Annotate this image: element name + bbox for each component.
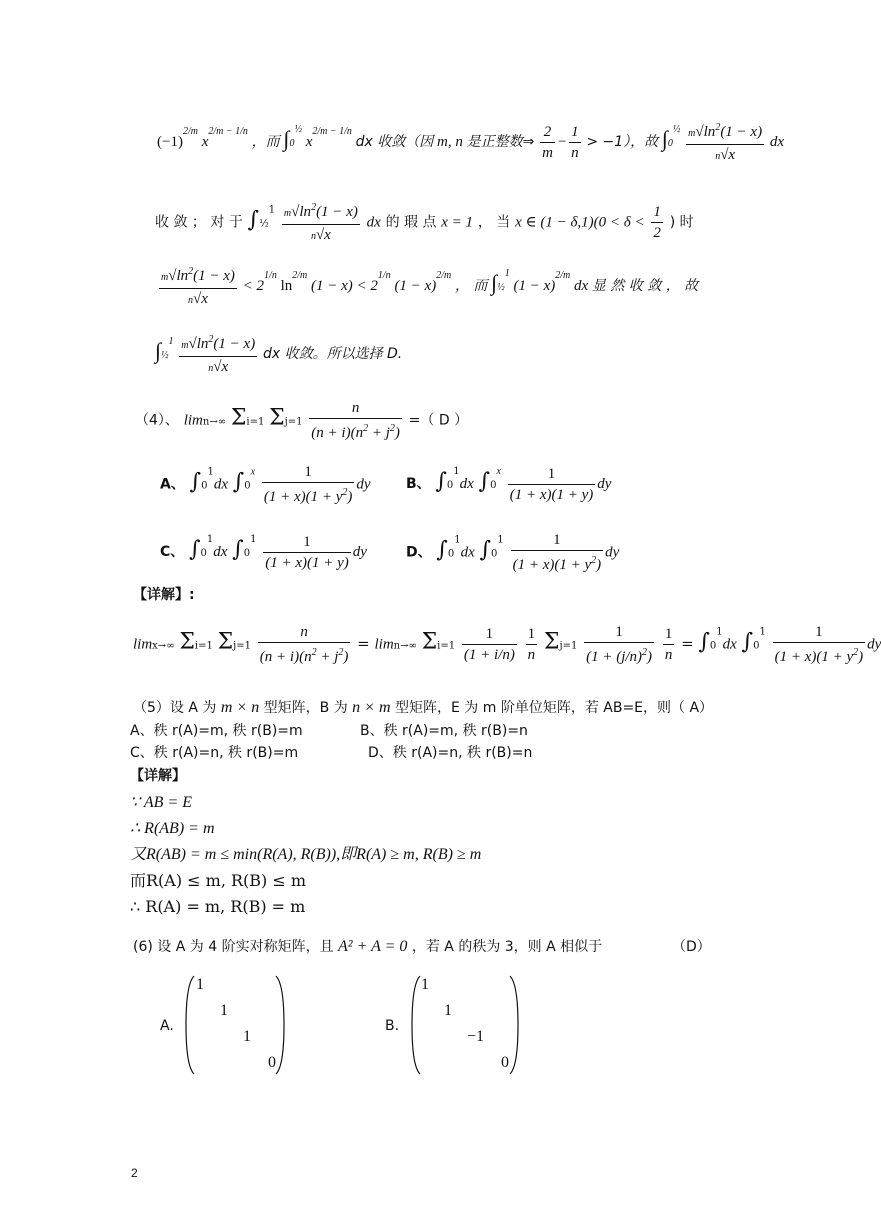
q6-option-a-label: A. — [160, 1018, 174, 1034]
text: ln — [280, 277, 293, 294]
text: m × n — [220, 699, 260, 716]
text: 是正整数⇒ — [466, 133, 535, 150]
q6-option-b-label: B. — [385, 1018, 400, 1034]
text: 型矩阵，B 为 — [263, 700, 348, 716]
text: ，而 — [251, 133, 280, 150]
option-label: B、 — [406, 476, 431, 492]
text: (6) 设 A 为 4 阶实对称矩阵，且 — [133, 939, 334, 955]
option-label: A、 — [160, 476, 185, 493]
matrix-a-entry: 0 — [268, 1054, 276, 1071]
text: 型矩阵，E 为 m 阶单位矩阵，若 AB=E，则（ A） — [394, 700, 714, 716]
question-number: （4）、 — [135, 412, 179, 429]
page-number: 2 — [131, 1166, 138, 1180]
text: x = 1 — [441, 214, 474, 231]
detail-formula: limx→∞ Σi=1 Σj=1 $\frac{n}{(n + i)(n^2 + j^2)}$ = limn→∞ Σi=1 $\frac{1}{(1 + i/n)}$ $\frac{1}{n}$ Σj=1 $\frac{1}{(1 + (j/n)^2)}$ $\frac{1}{n}$ = $\int 0^1dx$ $\int 0^1$ $\frac{1}{(1 + x)(1 + y^2)}$ dy — [133, 624, 881, 665]
option-c: C、 $\int 0^1dx$ $\int 0^1$ $\frac{1}{(1 + x)(1 + y)}$ dy — [160, 533, 367, 571]
option-label: C、 — [160, 544, 185, 560]
matrix-a — [184, 974, 286, 1076]
text: ，若 A 的秩为 3，则 A 相似于 — [411, 939, 603, 955]
matrix-a-entry: 1 — [220, 1002, 228, 1019]
q5-detail-heading: 【详解】 — [130, 768, 186, 784]
matrix-b — [410, 974, 520, 1076]
text: m, n — [437, 133, 463, 150]
text: 的 瑕 点 — [385, 214, 437, 231]
text: dx 收敛。所以选择 D. — [262, 345, 403, 362]
text: dx — [573, 277, 589, 294]
text: ， 当 — [477, 214, 511, 231]
answer: =（ D ） — [408, 412, 469, 429]
option-d: D、 $\int 0^1dx$ $\int 0^1$ $\frac{1}{(1 + x)(1 + y^2)}$ dy — [406, 532, 620, 573]
text: dx — [769, 133, 785, 150]
option-a: A、 $\int 0^1dx$ ∫0$^x$ $\frac{1}{(1 + x)(1 + y^2)}$ dy — [160, 464, 371, 505]
q5-step-2: ∴ R(AB) = m — [130, 820, 215, 837]
question-5-stem — [133, 698, 713, 718]
q5-option-d: D、秩 r(A)=n, 秩 r(B)=n — [368, 745, 533, 761]
q5-step-3: 又R(AB) = m ≤ min(R(A), R(B)),即R(A) ≥ m, R(B) ≥ m — [130, 846, 482, 863]
q5-step-1: ∵ AB = E — [130, 794, 193, 811]
text: (−1) — [157, 133, 183, 150]
matrix-a-entry: 1 — [196, 976, 204, 993]
matrix-b-entry: 1 — [421, 976, 429, 993]
q5-step-4: 而R(A) ≤ m, R(B) ≤ m — [130, 871, 307, 890]
option-label: D、 — [406, 544, 432, 561]
matrix-a-entry: 1 — [243, 1028, 251, 1045]
text: ) 时 — [669, 214, 694, 231]
q5-step-5: ∴ R(A) = m, R(B) = m — [130, 897, 306, 916]
text: 显 然 收 敛 ， 故 — [591, 277, 699, 294]
text: dx — [366, 214, 381, 231]
matrix-b-entry: −1 — [467, 1028, 485, 1045]
q6-answer: （D） — [672, 939, 711, 955]
matrix-b-entry: 1 — [444, 1002, 452, 1019]
formula-line-1: $(-1)^{2/m}$ $x^{2/m - 1/n}$ ，而 $\int 0^{\frac{1}{2}}$ $x^{2/m - 1/n}$ dx 收敛（因 m, n 是正整数⇒ $\frac{2}{m}$ − $\frac{1}{n}$ > −1），故 $\int 0^{\frac{1}{2}}$ $\frac{m√\ln^2(1 - x)}{n√x}$ dx — [157, 118, 784, 167]
matrix-b-entry: 0 — [501, 1054, 509, 1071]
text: 收 敛 ； 对 于 — [155, 214, 243, 231]
question-6-stem — [133, 937, 602, 957]
q5-option-a: A、秩 r(A)=m, 秩 r(B)=m — [130, 723, 303, 739]
left-bracket-icon — [184, 974, 196, 1076]
text: x — [201, 133, 209, 150]
q5-option-b: B、秩 r(A)=m, 秩 r(B)=n — [360, 723, 528, 739]
text: ， 而 — [454, 277, 488, 294]
text: (1 − x) < 2 — [311, 277, 378, 294]
detail-heading: 【详解】: — [133, 587, 195, 603]
text: n × m — [352, 699, 391, 716]
text: < 2 — [242, 277, 265, 294]
formula-line-2: 收 敛 ； 对 于 ∫½$^1$ $\frac{m√\ln^2(1 - x)}{n√x}$ dx 的 瑕 点 x = 1 ， 当 x ∈ (1 − δ,1)(0 < δ < $\frac{1}{2}$ ) 时 — [155, 198, 694, 247]
q5-option-c: C、秩 r(A)=n, 秩 r(B)=m — [130, 745, 299, 761]
formula-line-4: ∫½$^1$ $\frac{m√\ln^2(1 - x)}{n√x}$ dx 收敛。所以选择 D. — [155, 330, 402, 379]
text: > −1），故 — [586, 133, 659, 150]
text: (1 − x) — [394, 277, 437, 294]
text: dx 收敛（因 — [355, 133, 434, 150]
formula-line-3: $\frac{m√\ln^2(1 - x)}{n√x}$ < $2^{1/n}$ $\ln^{2/m} (1 - x) < 2^{1/n}$ $(1 - x)^{2/m}$ ， 而 ∫½$^1$ $(1 - x)^{2/m}$ dx 显 然 收 敛 ， 故 — [157, 262, 698, 311]
right-bracket-icon — [508, 974, 520, 1076]
question-4-stem: （4）、 limn→∞ Σi=1 Σj=1 $\frac{n}{(n + i)(n^2 + j^2)}$ =（ D ） — [135, 400, 469, 441]
text: x ∈ (1 − δ,1)(0 < δ < — [515, 214, 645, 231]
text: A² + A = 0 — [338, 938, 408, 955]
text: （5）设 A 为 — [133, 700, 217, 716]
text: (1 − x) — [513, 277, 556, 294]
option-b: B、 $\int 0^1dx$ ∫0$^x$ $\frac{1}{(1 + x)(1 + y)}$ dy — [406, 465, 612, 503]
